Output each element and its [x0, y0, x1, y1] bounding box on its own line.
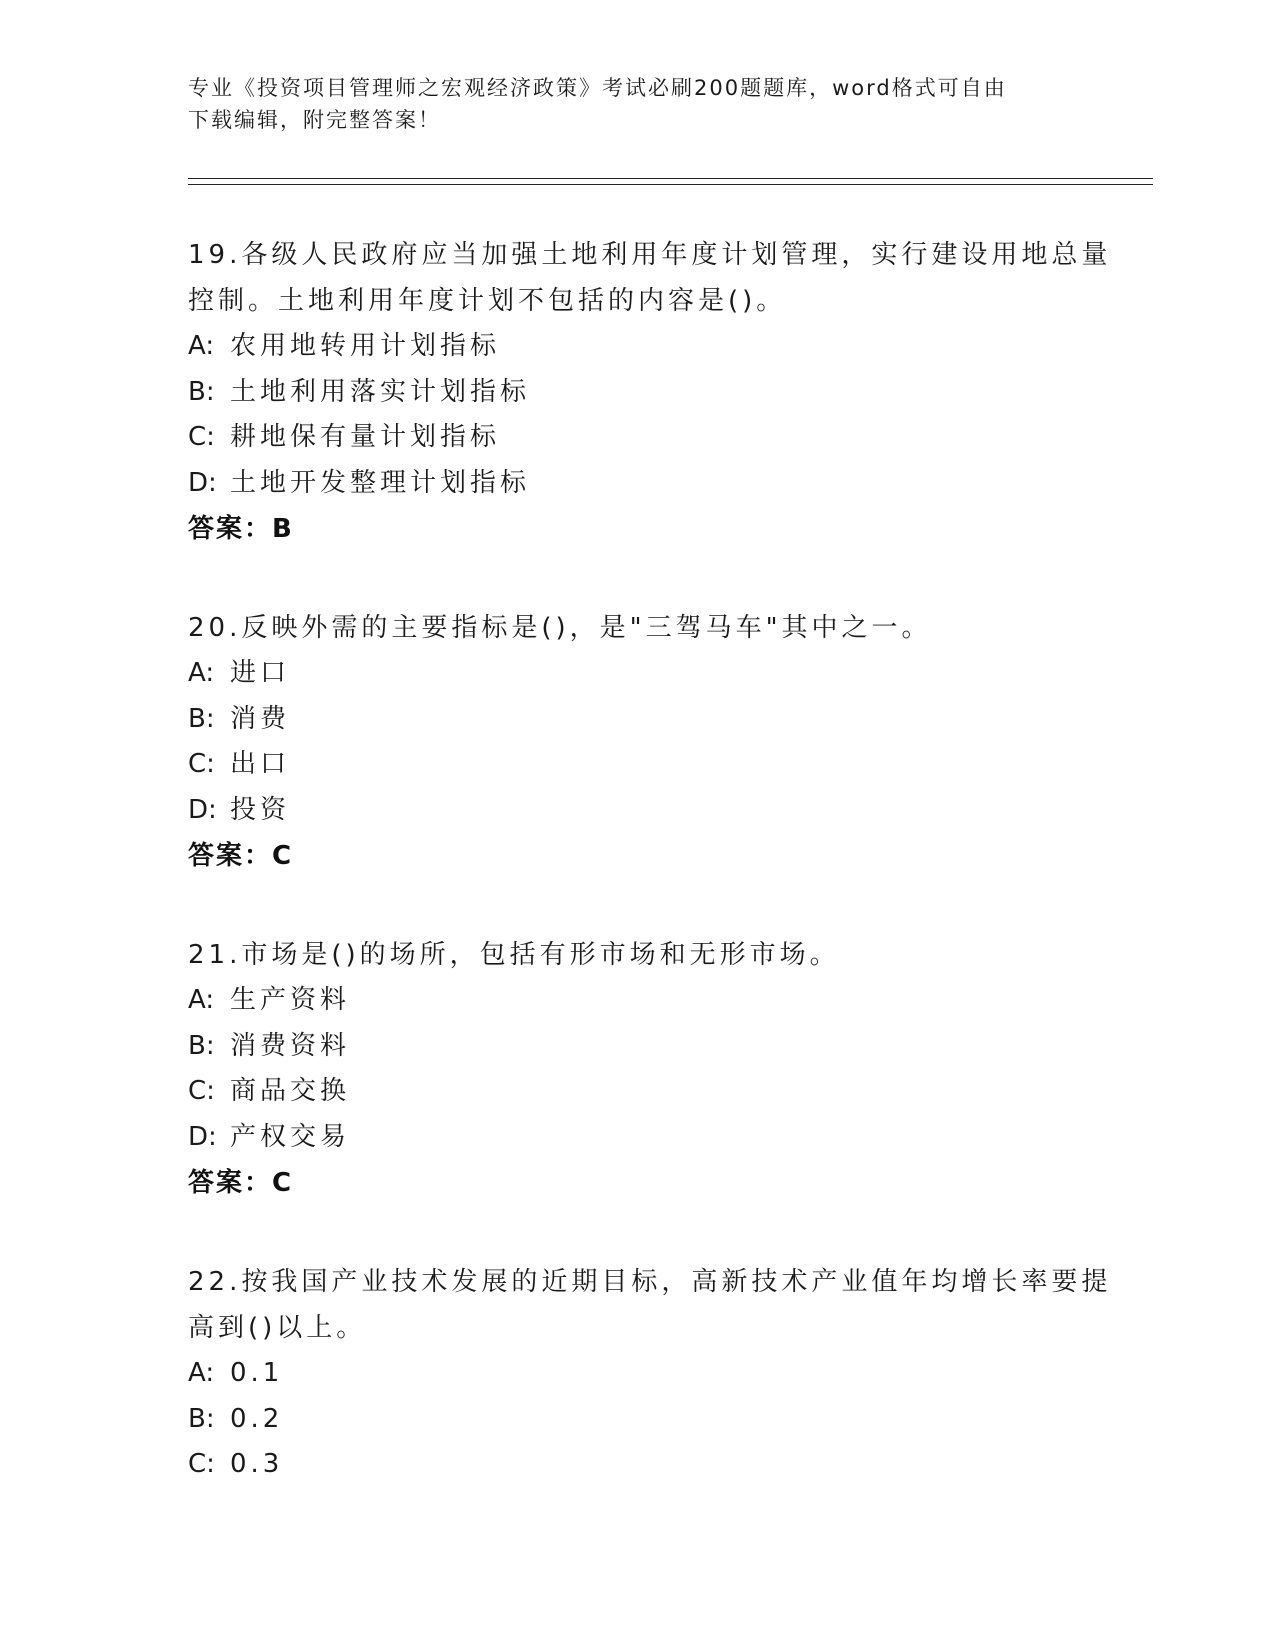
option-d [188, 1115, 1088, 1161]
header-line-2: 下载编辑，附完整答案！ [188, 108, 441, 132]
option-b [188, 1397, 1088, 1443]
option-text: 耕地保有量计划指标 [230, 422, 501, 452]
option-c [188, 1069, 1088, 1115]
option-a [188, 978, 1088, 1024]
option-text: 消费 [230, 703, 291, 734]
answer-text: 答案：C [188, 841, 294, 871]
option-text: 土地利用落实计划指标 [230, 376, 531, 407]
option-key: B: [188, 1403, 215, 1434]
option-key: C: [188, 1449, 215, 1479]
question-20 [188, 605, 1088, 879]
header-divider-bottom [188, 184, 1153, 185]
question-text: 20.反映外需的主要指标是()，是"三驾马车"其中之一。 [188, 613, 932, 643]
option-key: D: [188, 794, 217, 825]
option-key: D: [188, 467, 217, 498]
question-text: 高到()以上。 [188, 1313, 367, 1343]
option-b [188, 370, 1088, 416]
option-text: 商品交换 [230, 1076, 351, 1106]
option-key: A: [188, 985, 215, 1015]
question-text: 21.市场是()的场所，包括有形市场和无形市场。 [188, 940, 840, 970]
option-text: 出口 [230, 749, 291, 779]
answer-text: 答案：B [188, 514, 294, 544]
header-divider-top [188, 178, 1153, 179]
question-text: 22.按我国产业技术发展的近期目标，高新技术产业值年均增长率要提 [188, 1267, 1112, 1297]
option-text: 0.2 [230, 1403, 284, 1434]
option-a [188, 1351, 1088, 1397]
option-text: 0.1 [230, 1358, 284, 1388]
question-21 [188, 932, 1088, 1206]
option-key: B: [188, 703, 215, 734]
option-text: 土地开发整理计划指标 [230, 467, 531, 498]
option-text: 投资 [230, 794, 291, 825]
option-key: A: [188, 1358, 215, 1388]
option-d [188, 788, 1088, 834]
option-c [188, 415, 1088, 461]
option-a [188, 324, 1088, 370]
question-list [188, 232, 1112, 1541]
question-22 [188, 1259, 1112, 1488]
option-a [188, 651, 1088, 697]
header-line-1: 专业《投资项目管理师之宏观经济政策》考试必刷200题题库，word格式可自由 [188, 76, 1007, 100]
option-d [188, 461, 1088, 507]
option-c [188, 742, 1088, 788]
option-text: 生产资料 [230, 985, 351, 1015]
document-header [188, 72, 1088, 136]
option-text: 进口 [230, 658, 291, 688]
option-key: C: [188, 749, 215, 779]
option-text: 消费资料 [230, 1030, 351, 1061]
option-key: A: [188, 658, 215, 688]
question-19 [188, 232, 1112, 552]
option-text: 产权交易 [230, 1121, 351, 1152]
option-key: C: [188, 422, 215, 452]
option-key: D: [188, 1121, 217, 1152]
option-c [188, 1442, 1088, 1488]
option-b [188, 697, 1088, 743]
option-key: B: [188, 1030, 215, 1061]
option-text: 农用地转用计划指标 [230, 331, 501, 361]
option-key: A: [188, 331, 215, 361]
option-key: B: [188, 376, 215, 407]
answer-text: 答案：C [188, 1168, 294, 1198]
option-b [188, 1024, 1088, 1070]
option-key: C: [188, 1076, 215, 1106]
question-text: 19.各级人民政府应当加强土地利用年度计划管理，实行建设用地总量 [188, 240, 1112, 270]
option-text: 0.3 [230, 1449, 284, 1479]
question-text: 控制。土地利用年度计划不包括的内容是()。 [188, 286, 787, 316]
